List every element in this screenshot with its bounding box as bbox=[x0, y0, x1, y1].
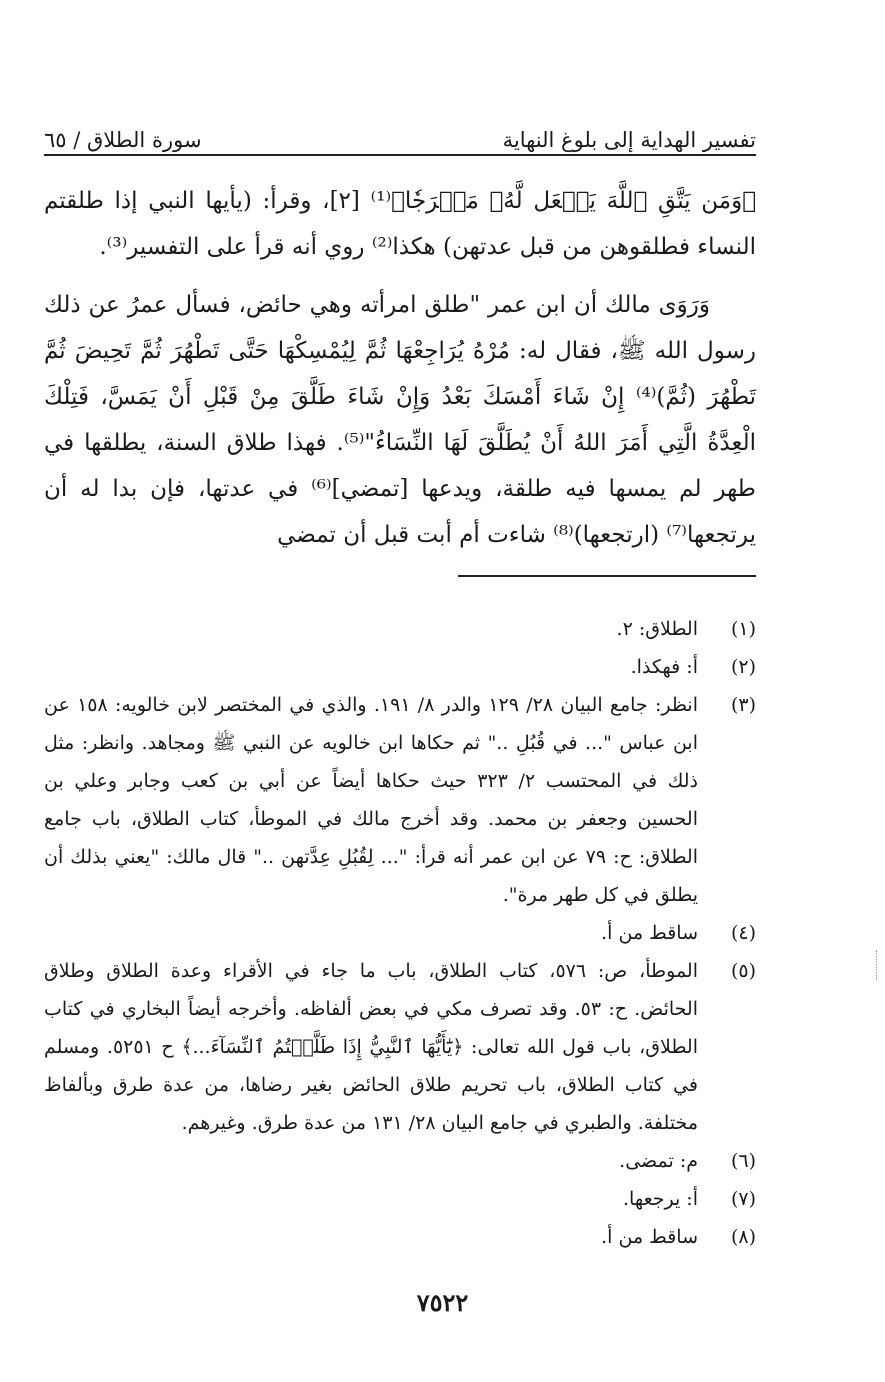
footnote bbox=[44, 952, 756, 1142]
footnote bbox=[44, 1142, 756, 1180]
footnote-number: (٥) bbox=[730, 960, 756, 982]
footnote-text: انظر: جامع البيان ٢٨/ ١٢٩ والدر ٨/ ١٩١. والذي في المختصر لابن خالويه: ١٥٨ عن ابن عباس "... في قُبُلِ .." ثم حكاها ابن خالويه عن النبي ﷺ ومجاهد. وانظر: مثل ذلك في المحتسب ٢/ ٣٢٣ حيث حكاها أيضاً عن أبي بن كعب وجابر وعلي بن الحسين وجعفر بن محمد. وقد أخرج مالك في الموطأ، كتاب الطلاق، باب جامع الطلاق: ح: ٧٩ عن ابن عمر أنه قرأ: "... لِقُبُلِ عِدَّتهن .." قال مالك: "يعني بذلك أن يطلق في كل طهر مرة". bbox=[44, 694, 698, 906]
main-text bbox=[44, 178, 756, 558]
footnote-text: الطلاق: ٢. bbox=[616, 618, 698, 640]
footnote bbox=[44, 610, 756, 648]
footnote-text: ساقط من أ. bbox=[601, 1226, 698, 1248]
footnote-separator bbox=[458, 575, 756, 577]
footnote-text: أ: يرجعها. bbox=[623, 1188, 698, 1210]
footnote-number: (٨) bbox=[730, 1226, 756, 1248]
footnote bbox=[44, 914, 756, 952]
footnote bbox=[44, 1180, 756, 1218]
paragraph: وَرَوَى مالك أن ابن عمر "طلق امرأته وهي حائض، فسأل عمرُ عن ذلك رسول الله ﷺ، فقال له: مُرْهُ يُرَاجِعْهَا ثُمَّ لِيُمْسِكْهَا حَتَّى تَطْهُرَ ثُمَّ تَحِيضَ ثُمَّ تَطْهُرَ (ثُمَّ)⁽⁴⁾ إِنْ شَاءَ أَمْسَكَ بَعْدُ وَإِنْ شَاءَ طَلَّقَ مِنْ قَبْلِ أَنْ يَمَسَّ، فَتِلْكَ الْعِدَّةُ الَّتِي أَمَرَ اللهُ أَنْ يُطَلَّقَ لَهَا النِّسَاءُ"⁽⁵⁾. فهذا طلاق السنة، يطلقها في طهر لم يمسها فيه طلقة، ويدعها [تمضي]⁽⁶⁾ في عدتها، فإن بدا له أن يرتجعها⁽⁷⁾ (ارتجعها)⁽⁸⁾ شاءت أم أبت قبل أن تمضي bbox=[44, 292, 757, 548]
footnote-number: (٣) bbox=[730, 694, 756, 716]
footnote-number: (٢) bbox=[730, 656, 756, 678]
header-rule bbox=[44, 154, 756, 156]
footnotes bbox=[44, 610, 756, 1256]
running-header bbox=[44, 116, 756, 152]
book-title: تفسير الهداية إلى بلوغ النهاية bbox=[502, 128, 756, 152]
paragraph: ﴿وَمَن يَتَّقِ ٱللَّهَ يَجۡعَل لَّهُۥ مَخۡرَجٗا﴾⁽¹⁾ [٢]، وقرأ: (يأيها النبي إذا طلقتم النساء فطلقوهن من قبل عدتهن) هكذا⁽²⁾ روي أنه قرأ على التفسير⁽³⁾. bbox=[44, 188, 756, 260]
footnote-number: (٤) bbox=[730, 922, 756, 944]
page-number: ٧٥٢٢ bbox=[416, 1288, 469, 1317]
footnote-number: (١) bbox=[730, 618, 756, 640]
footnote-text: الموطأ، ص: ٥٧٦، كتاب الطلاق، باب ما جاء في الأقراء وعدة الطلاق وطلاق الحائض. ح: ٥٣. وقد تصرف مكي في بعض ألفاظه. وأخرجه أيضاً البخاري في كتاب الطلاق، باب قول الله تعالى: ﴿يَٰٓأَيُّهَا ٱلنَّبِيُّ إِذَا طَلَّقۡتُمُ ٱلنِّسَآءَ...﴾ ح ٥٢٥١. ومسلم في كتاب الطلاق، باب تحريم طلاق الحائض بغير رضاها، من عدة طرق وبألفاظ مختلفة. والطبري في جامع البيان ٢٨/ ١٣١ من عدة طرق. وغيرهم. bbox=[44, 960, 698, 1134]
footnote bbox=[44, 686, 756, 914]
footnote-text: م: تمضى. bbox=[619, 1150, 698, 1172]
surah-page-ref: سورة الطلاق / ٦٥ bbox=[44, 128, 202, 152]
footnote-text: ساقط من أ. bbox=[601, 922, 698, 944]
scan-artifact bbox=[876, 950, 879, 980]
footnote-number: (٦) bbox=[730, 1150, 756, 1172]
footnote-text: أ: فهكذا. bbox=[630, 656, 698, 678]
footnote bbox=[44, 1218, 756, 1256]
footnote-number: (٧) bbox=[730, 1188, 756, 1210]
footnote bbox=[44, 648, 756, 686]
